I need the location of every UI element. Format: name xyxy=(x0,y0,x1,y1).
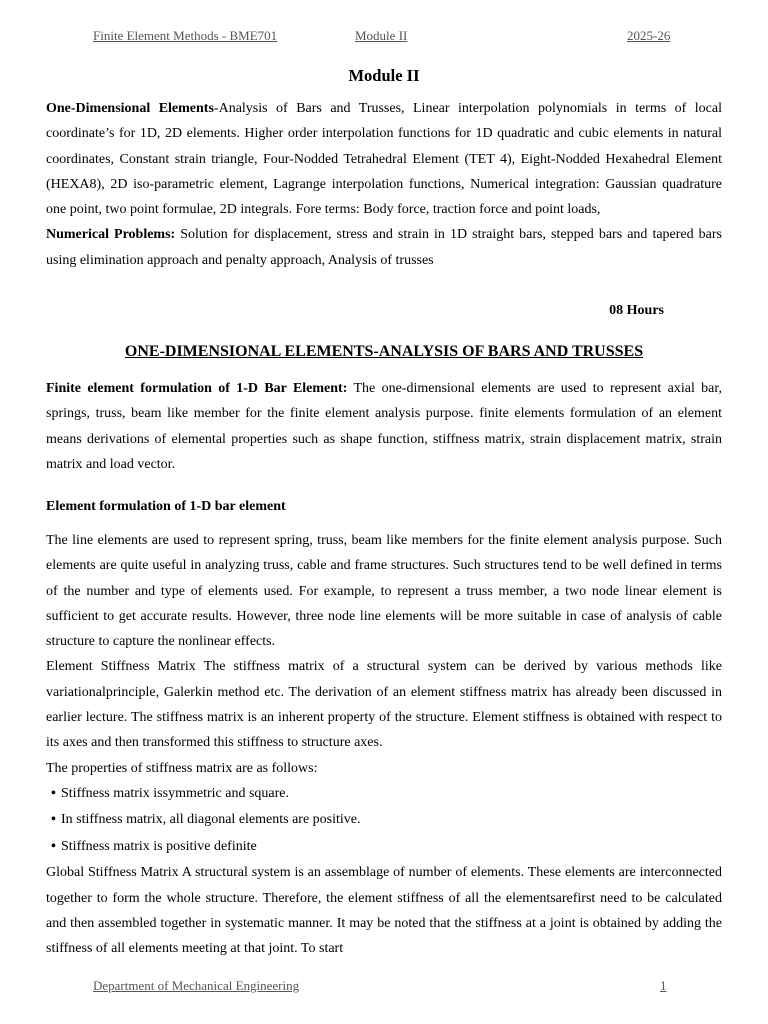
list-item: • Stiffness matrix is positive definite xyxy=(51,834,722,861)
body-paragraph-line-elements: The line elements are used to represent spring, truss, beam like members for the finite element analysis purpose. Such elements are quite useful in analyzing truss, cable and frame structures. Such structures tend to be well defined in terms of the number and type of elements used. For example, to represent a truss member, a two node linear element is sufficient to get accurate results. However, three node line elements will be more suitable in case of analysis of cable structure to capture the nonlinear effects. xyxy=(46,533,722,650)
fe-formulation-label: Finite element formulation of 1-D Bar Element: xyxy=(46,381,348,396)
body-paragraph-properties-intro: The properties of stiffness matrix are as follows: xyxy=(46,760,318,776)
header-module: Module II xyxy=(355,28,408,43)
footer-department: Department of Mechanical Engineering xyxy=(93,978,300,993)
bullet-icon: • xyxy=(51,785,56,801)
syllabus-block xyxy=(46,96,722,273)
syllabus-problems-label: Numerical Problems: xyxy=(46,227,176,243)
header-course: Finite Element Methods - BME701 xyxy=(93,28,278,43)
fe-formulation-paragraph xyxy=(46,376,722,477)
fe-formulation-text: The one-dimensional elements are used to represent axial bar, springs, truss, beam like member for the finite element analysis purpose. finite elements formulation of an element means derivations of elemental properties such as shape function, stiffness matrix, strain displacement matrix, strain matrix and load vector. xyxy=(46,381,722,472)
syllabus-elements-text: -Analysis of Bars and Trusses, Linear interpolation polynomials in terms of local coordinate’s for 1D, 2D elements. Higher order interpolation functions for 1D quadratic and cubic elements in natural coordinates, Constant strain triangle, Four-Nodded Tetrahedral Element (TET 4), Eight-Nodded Hexahedral Element (HEXA8), 2D iso-parametric element, Lagrange interpolation functions, Numerical integration: Gaussian quadrature one point, two point formulae, 2D integrals. Fore terms: Body force, traction force and point loads, xyxy=(46,101,722,218)
bullet-icon: • xyxy=(51,812,56,828)
element-formulation-heading: Element formulation of 1-D bar element xyxy=(46,499,286,514)
footer-page-number: 1 xyxy=(660,978,667,993)
fe-formulation-block xyxy=(46,376,722,477)
header-year: 2025-26 xyxy=(627,28,671,43)
syllabus-elements-label: One-Dimensional Elements xyxy=(46,101,214,116)
bullet-icon: • xyxy=(51,838,56,854)
body-block xyxy=(46,528,722,962)
list-item: • Stiffness matrix issymmetric and square. xyxy=(51,781,722,808)
list-item: • In stiffness matrix, all diagonal elements are positive. xyxy=(51,807,722,834)
syllabus-problems-paragraph xyxy=(46,222,722,273)
syllabus-elements-paragraph xyxy=(46,96,722,222)
syllabus-problems-text: Solution for displacement, stress and strain in 1D straight bars, stepped bars and tapered bars using elimination approach and penalty approach, Analysis of trusses xyxy=(46,227,722,268)
properties-list xyxy=(46,781,722,861)
body-paragraph-stiffness-matrix: Element Stiffness Matrix The stiffness matrix of a structural system can be derived by various methods like variationalprinciple, Galerkin method etc. The derivation of an element stiffness matrix has already been discussed in earlier lecture. The stiffness matrix is an inherent property of the structure. Element stiffness is obtained with respect to its axes and then transformed this stiffness to structure axes. xyxy=(46,659,722,751)
syllabus-hours: 08 Hours xyxy=(609,303,664,318)
section-title: ONE-DIMENSIONAL ELEMENTS-ANALYSIS OF BARS AND TRUSSES xyxy=(124,343,644,360)
body-paragraph-global-stiffness: Global Stiffness Matrix A structural system is an assemblage of number of elements. These elements are interconnected together to form the whole structure. Therefore, the element stiffness of all the elementsarefirst need to be calculated and then assembled together in systematic manner. It may be noted that the stiffness at a joint is obtained by adding the stiffness of all elements meeting at that joint. To start xyxy=(46,865,722,957)
page-title: Module II xyxy=(348,66,420,85)
